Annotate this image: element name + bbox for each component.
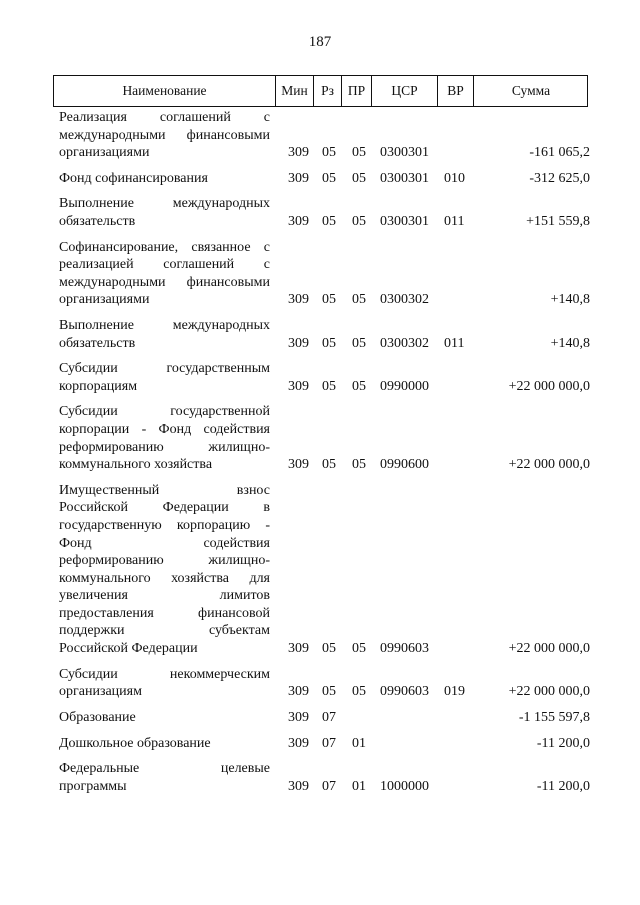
row-rz: 07 xyxy=(322,778,336,794)
row-pr: 05 xyxy=(352,641,366,657)
row-name xyxy=(59,760,270,795)
column-header-min: Мин xyxy=(276,76,314,106)
row-name-line: программы xyxy=(59,778,127,794)
table-row xyxy=(0,735,640,761)
row-name-line: государственную корпорацию - xyxy=(59,517,270,533)
row-csr: 0300302 xyxy=(380,335,429,351)
row-min: 309 xyxy=(288,641,309,657)
row-name-line: предоставления финансовой xyxy=(59,605,270,621)
row-name-line: реформированию жилищно- xyxy=(59,553,270,569)
row-min: 309 xyxy=(288,778,309,794)
row-min: 309 xyxy=(288,457,309,473)
row-name-line: Реализация соглашений с xyxy=(59,110,270,125)
row-name-line: организациями xyxy=(59,145,150,161)
row-vr: 010 xyxy=(444,170,465,186)
row-name xyxy=(59,735,270,753)
row-name-line: Субсидии государственным xyxy=(59,361,270,377)
row-name-line: Выполнение международных xyxy=(59,196,270,212)
column-header-sum: Сумма xyxy=(511,83,551,98)
row-name-line: Фонд содействия xyxy=(59,535,270,551)
row-name-line: организациям xyxy=(59,684,142,700)
table-header xyxy=(53,75,588,107)
table-row xyxy=(0,317,640,360)
row-sum: +140,8 xyxy=(550,335,590,351)
table-row xyxy=(0,482,640,666)
row-name xyxy=(59,666,270,701)
table-row xyxy=(0,195,640,238)
row-name-line: Выполнение международных xyxy=(59,317,270,333)
page-number: 187 xyxy=(308,34,332,50)
column-header-csr: ЦСР xyxy=(372,76,438,106)
row-name xyxy=(59,403,270,473)
row-name-line: Дошкольное образование xyxy=(59,735,211,751)
row-name xyxy=(59,360,270,395)
row-vr: 019 xyxy=(444,684,465,700)
row-name-line: международными финансовыми xyxy=(59,127,270,143)
row-name xyxy=(59,195,270,230)
table-body xyxy=(0,109,640,803)
column-header-vr: ВР xyxy=(438,76,474,106)
row-name xyxy=(59,482,270,658)
row-pr: 05 xyxy=(352,213,366,229)
row-pr: 05 xyxy=(352,145,366,161)
table-row xyxy=(0,109,640,170)
row-min: 309 xyxy=(288,735,309,751)
row-vr: 011 xyxy=(444,335,465,351)
row-rz: 05 xyxy=(322,292,336,308)
row-sum: +22 000 000,0 xyxy=(508,684,590,700)
row-csr: 0990000 xyxy=(380,378,429,394)
table-row xyxy=(0,239,640,317)
row-name-line: обязательств xyxy=(59,213,136,229)
row-sum: +22 000 000,0 xyxy=(508,457,590,473)
row-csr: 0300301 xyxy=(380,213,429,229)
row-name xyxy=(59,109,270,162)
row-min: 309 xyxy=(288,378,309,394)
row-pr: 05 xyxy=(352,378,366,394)
row-min: 309 xyxy=(288,684,309,700)
row-name-line: Российской Федерации в xyxy=(59,500,270,516)
row-min: 309 xyxy=(288,170,309,186)
row-sum: -312 625,0 xyxy=(529,170,590,186)
row-csr: 0990603 xyxy=(380,641,429,657)
row-name-line: реформированию жилищно- xyxy=(59,439,270,455)
row-csr: 1000000 xyxy=(380,778,429,794)
table-row xyxy=(0,360,640,403)
row-name-line: коммунального хозяйства xyxy=(59,457,213,473)
row-name-line: реализацией соглашений с xyxy=(59,257,270,273)
row-csr: 0300301 xyxy=(380,145,429,161)
row-sum: -11 200,0 xyxy=(536,735,590,751)
row-name xyxy=(59,709,270,727)
row-rz: 05 xyxy=(322,457,336,473)
row-min: 309 xyxy=(288,145,309,161)
row-sum: +22 000 000,0 xyxy=(508,378,590,394)
row-rz: 05 xyxy=(322,641,336,657)
table-row xyxy=(0,170,640,196)
row-csr: 0300302 xyxy=(380,292,429,308)
row-rz: 05 xyxy=(322,170,336,186)
row-pr: 05 xyxy=(352,457,366,473)
row-rz: 05 xyxy=(322,145,336,161)
row-pr: 05 xyxy=(352,335,366,351)
row-name-line: корпорации - Фонд содействия xyxy=(59,421,270,437)
table-row xyxy=(0,760,640,803)
row-sum: -1 155 597,8 xyxy=(518,709,590,725)
row-name xyxy=(59,239,270,309)
row-min: 309 xyxy=(288,709,309,725)
row-min: 309 xyxy=(288,335,309,351)
table-row xyxy=(0,666,640,709)
row-name-line: Имущественный взнос xyxy=(59,482,270,498)
row-rz: 05 xyxy=(322,378,336,394)
row-name-line: организациями xyxy=(59,292,150,308)
row-name-line: международными финансовыми xyxy=(59,274,270,290)
row-rz: 07 xyxy=(322,709,336,725)
row-name-line: Образование xyxy=(59,709,136,725)
row-name-line: увеличения лимитов xyxy=(59,588,270,604)
row-name-line: обязательств xyxy=(59,335,136,351)
row-sum: +22 000 000,0 xyxy=(508,641,590,657)
row-vr: 011 xyxy=(444,213,465,229)
row-name-line: Федеральные целевые xyxy=(59,761,270,777)
column-header-rz: Рз xyxy=(314,76,342,106)
column-header-pr: ПР xyxy=(342,76,372,106)
row-name xyxy=(59,317,270,352)
row-sum: +140,8 xyxy=(550,292,590,308)
table-row xyxy=(0,403,640,481)
row-csr: 0300301 xyxy=(380,170,429,186)
row-sum: +151 559,8 xyxy=(526,213,590,229)
row-pr: 05 xyxy=(352,292,366,308)
row-name-line: Субсидии некоммерческим xyxy=(59,666,270,682)
row-name-line: Софинансирование, связанное с xyxy=(59,239,270,255)
row-rz: 07 xyxy=(322,735,336,751)
row-name xyxy=(59,170,270,188)
row-min: 309 xyxy=(288,292,309,308)
row-csr: 0990600 xyxy=(380,457,429,473)
row-rz: 05 xyxy=(322,213,336,229)
column-header-name: Наименование xyxy=(54,76,276,106)
row-name-line: Российской Федерации xyxy=(59,641,198,657)
row-csr: 0990603 xyxy=(380,684,429,700)
row-rz: 05 xyxy=(322,335,336,351)
table-row xyxy=(0,709,640,735)
row-pr: 05 xyxy=(352,684,366,700)
row-sum: -161 065,2 xyxy=(529,145,590,161)
row-pr: 05 xyxy=(352,170,366,186)
row-name-line: поддержки субъектам xyxy=(59,623,270,639)
row-name-line: Субсидии государственной xyxy=(59,404,270,420)
row-name-line: корпорациям xyxy=(59,378,138,394)
row-sum: -11 200,0 xyxy=(536,778,590,794)
row-pr: 01 xyxy=(352,778,366,794)
row-pr: 01 xyxy=(352,735,366,751)
row-min: 309 xyxy=(288,213,309,229)
row-rz: 05 xyxy=(322,684,336,700)
row-name-line: Фонд софинансирования xyxy=(59,170,208,186)
row-name-line: коммунального хозяйства для xyxy=(59,570,270,586)
